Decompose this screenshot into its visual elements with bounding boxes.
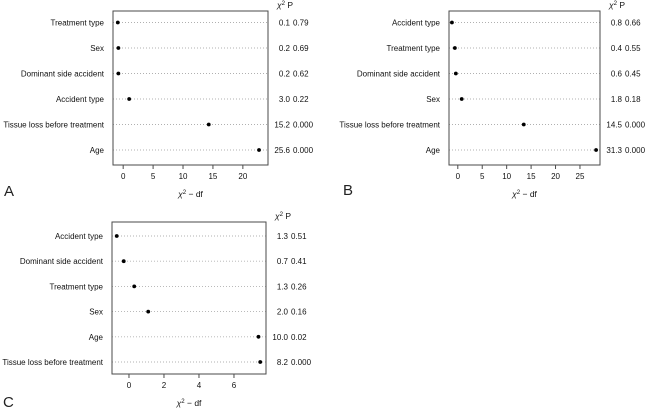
data-point bbox=[450, 21, 454, 25]
p-value: 0.26 bbox=[291, 282, 307, 292]
x-tick-label: 15 bbox=[526, 172, 536, 181]
panel-letter-b: B bbox=[343, 182, 354, 199]
x-axis-label: $\chi^2$ − df bbox=[176, 398, 202, 408]
data-point bbox=[454, 72, 458, 76]
x-tick-label: 4 bbox=[196, 381, 202, 390]
data-point bbox=[258, 360, 262, 364]
p-value: 0.22 bbox=[293, 95, 309, 104]
data-point bbox=[127, 97, 131, 101]
data-point bbox=[116, 46, 120, 50]
chisq-value: 14.5 bbox=[606, 120, 622, 130]
chisq-value: 15.2 bbox=[274, 120, 290, 130]
category-label: Treatment type bbox=[386, 44, 440, 53]
panel-letter-c: C bbox=[3, 394, 14, 411]
p-value: 0.000 bbox=[625, 146, 646, 155]
panel-c bbox=[2, 211, 312, 411]
chisq-value: 0.2 bbox=[278, 69, 290, 79]
chisq-value: 2.0 bbox=[276, 307, 288, 317]
data-point bbox=[257, 148, 261, 152]
chisq-value: 8.2 bbox=[276, 358, 288, 367]
panel-b bbox=[339, 0, 645, 199]
p-value: 0.18 bbox=[625, 95, 641, 104]
x-tick-label: 20 bbox=[238, 172, 248, 181]
x-tick-label: 15 bbox=[208, 172, 218, 181]
chisq-value: 0.8 bbox=[610, 18, 622, 28]
chisq-value: 0.4 bbox=[610, 44, 622, 53]
category-label: Tissue loss before treatment bbox=[339, 120, 440, 130]
chisq-value: 0.2 bbox=[278, 44, 290, 53]
stats-header: $\chi^2$ P bbox=[609, 0, 626, 10]
chisq-value: 1.8 bbox=[610, 95, 622, 104]
p-value: 0.55 bbox=[625, 44, 641, 53]
data-point bbox=[207, 123, 211, 127]
data-point bbox=[594, 148, 598, 152]
plot-box bbox=[113, 11, 268, 165]
panel-a bbox=[3, 0, 313, 199]
category-label: Sex bbox=[89, 307, 103, 317]
x-tick-label: 0 bbox=[120, 172, 126, 181]
category-label: Dominant side accident bbox=[19, 257, 103, 267]
data-point bbox=[522, 123, 526, 127]
category-label: Accident type bbox=[54, 232, 103, 241]
category-label: Tissue loss before treatment bbox=[2, 358, 103, 367]
x-axis-label: $\chi^2$ − df bbox=[178, 189, 203, 199]
x-tick-label: 10 bbox=[502, 172, 512, 181]
chisq-value: 31.3 bbox=[606, 146, 622, 155]
x-tick-label: 5 bbox=[150, 172, 156, 181]
stats-header: $\chi^2$ P bbox=[275, 211, 292, 221]
x-tick-label: 6 bbox=[231, 381, 237, 390]
p-value: 0.66 bbox=[625, 18, 641, 28]
chisq-value: 0.1 bbox=[278, 18, 290, 28]
x-tick-label: 0 bbox=[126, 381, 132, 390]
p-value: 0.41 bbox=[291, 257, 307, 267]
p-value: 0.000 bbox=[293, 146, 314, 155]
x-axis-label: $\chi^2$ − df bbox=[512, 189, 537, 199]
data-point bbox=[115, 234, 119, 238]
data-point bbox=[460, 97, 464, 101]
x-tick-label: 25 bbox=[575, 172, 585, 181]
chisq-value: 0.6 bbox=[610, 69, 622, 79]
plot-box bbox=[112, 222, 266, 374]
x-tick-label: 10 bbox=[178, 172, 188, 181]
p-value: 0.000 bbox=[625, 120, 646, 130]
data-point bbox=[146, 310, 150, 314]
x-tick-label: 0 bbox=[455, 172, 461, 181]
data-point bbox=[122, 259, 126, 263]
data-point bbox=[257, 335, 261, 339]
p-value: 0.69 bbox=[293, 44, 309, 53]
category-label: Sex bbox=[90, 44, 104, 53]
p-value: 0.62 bbox=[293, 69, 309, 79]
data-point bbox=[453, 46, 457, 50]
p-value: 0.51 bbox=[291, 232, 307, 241]
chisq-value: 25.6 bbox=[274, 146, 290, 155]
data-point bbox=[132, 285, 136, 289]
category-label: Treatment type bbox=[49, 282, 103, 292]
p-value: 0.000 bbox=[291, 358, 312, 367]
category-label: Dominant side accident bbox=[356, 69, 440, 79]
category-label: Sex bbox=[426, 95, 440, 104]
p-value: 0.02 bbox=[291, 332, 307, 342]
category-label: Tissue loss before treatment bbox=[3, 120, 104, 130]
category-label: Accident type bbox=[391, 18, 440, 28]
stats-header: $\chi^2$ P bbox=[277, 0, 294, 10]
category-label: Age bbox=[425, 146, 440, 155]
category-label: Accident type bbox=[55, 95, 104, 104]
chisq-value: 1.3 bbox=[276, 232, 288, 241]
plot-box bbox=[449, 11, 600, 165]
chisq-value: 0.7 bbox=[276, 257, 288, 267]
data-point bbox=[116, 21, 120, 25]
x-tick-label: 5 bbox=[480, 172, 485, 181]
category-label: Age bbox=[88, 332, 103, 342]
category-label: Dominant side accident bbox=[20, 69, 104, 79]
chisq-value: 1.3 bbox=[276, 282, 288, 292]
panel-letter-a: A bbox=[4, 183, 15, 200]
data-point bbox=[116, 72, 120, 76]
x-tick-label: 2 bbox=[161, 381, 167, 390]
p-value: 0.16 bbox=[291, 307, 307, 317]
p-value: 0.79 bbox=[293, 18, 309, 28]
chisq-value: 10.0 bbox=[272, 332, 288, 342]
x-tick-label: 20 bbox=[551, 172, 560, 181]
p-value: 0.45 bbox=[625, 69, 641, 79]
category-label: Treatment type bbox=[50, 18, 104, 28]
p-value: 0.000 bbox=[293, 120, 314, 130]
chisq-value: 3.0 bbox=[278, 95, 290, 104]
category-label: Age bbox=[89, 146, 104, 155]
